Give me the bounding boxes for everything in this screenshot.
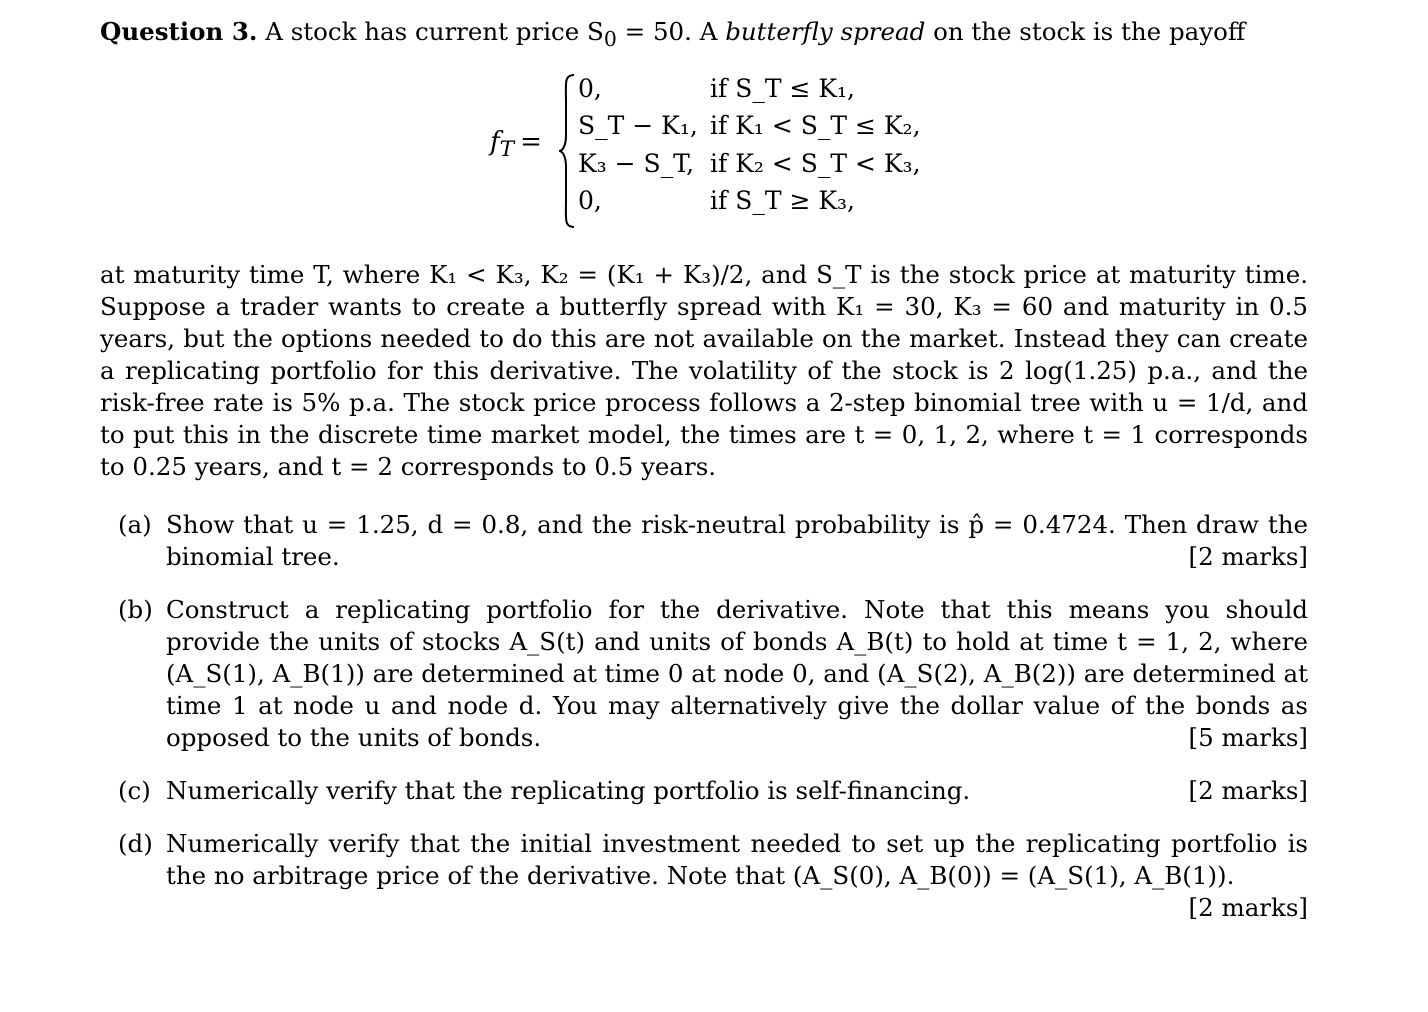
part-text	[166, 509, 1308, 573]
payoff-condition: if S_T ≥ K₃,	[710, 185, 855, 215]
payoff-case: S_T − K₁,	[578, 110, 698, 140]
intro-text-c: on the stock is the payoff	[933, 17, 1246, 46]
part-label: (d)	[118, 828, 153, 858]
payoff-condition: if K₂ < S_T < K₃,	[710, 148, 921, 178]
question-heading: Question 3.	[100, 17, 258, 46]
part-text	[166, 828, 1308, 924]
payoff-lhs	[490, 127, 542, 162]
part-label: (a)	[118, 509, 152, 539]
part-body: Show that u = 1.25, d = 0.8, and the risk-neutral probability is p̂ = 0.4724. Then draw the binomial tree.	[166, 509, 1308, 571]
question-part-b	[118, 594, 1308, 754]
question-page	[100, 14, 1308, 945]
question-part-d	[118, 828, 1308, 924]
payoff-lhs-subscript: T	[499, 137, 515, 163]
left-brace-icon	[558, 73, 576, 229]
intro-text-b: = 50. A	[624, 17, 718, 46]
payoff-case: K₃ − S_T,	[578, 148, 695, 178]
part-label: (c)	[118, 775, 151, 805]
part-label: (b)	[118, 594, 153, 624]
question-part-a	[118, 509, 1308, 573]
part-body: Numerically verify that the initial investment needed to set up the replicating portfolio is the no arbitrage price of the derivative. Note that (A_S(0), A_B(0)) = (A_S(1), A_B(1)).	[166, 828, 1308, 890]
intro-text-a: A stock has current price S	[265, 17, 604, 46]
part-text	[166, 775, 1308, 807]
marks-label: [2 marks]	[1188, 775, 1308, 805]
payoff-lhs-symbol: f	[490, 126, 500, 157]
marks-label: [2 marks]	[1188, 892, 1308, 922]
intro-subscript: 0	[603, 26, 617, 51]
question-parts	[118, 509, 1308, 924]
part-text	[166, 594, 1308, 754]
intro-italic-term: butterfly spread	[725, 17, 926, 46]
payoff-piecewise-function	[100, 67, 1308, 235]
body-paragraph: at maturity time T, where K₁ < K₃, K₂ = (K₁ + K₃)/2, and S_T is the stock price at maturity time. Suppose a trader wants to create a butterfly spread with K₁ = 30, K₃ = 60 and maturity in 0.5 years, but the options needed to do this are not available on the market. Instead they can create a replicating portfolio for this derivative. The volatility of the stock is 2 log(1.25) p.a., and the risk-free rate is 5% p.a. The stock price process follows a 2-step binomial tree with u = 1/d, and to put this in the discrete time market model, the times are t = 0, 1, 2, where t = 1 corresponds to 0.25 years, and t = 2 corresponds to 0.5 years.	[100, 259, 1308, 481]
payoff-case: 0,	[578, 185, 602, 215]
marks-label: [2 marks]	[1188, 541, 1308, 571]
payoff-condition: if K₁ < S_T ≤ K₂,	[710, 110, 921, 140]
marks-label: [5 marks]	[1188, 722, 1308, 752]
part-body: Numerically verify that the replicating portfolio is self-financing.	[166, 775, 971, 805]
question-intro	[100, 14, 1308, 57]
part-body: Construct a replicating portfolio for the derivative. Note that this means you should provide the units of stocks A_S(t) and units of bonds A_B(t) to hold at time t = 1, 2, where (A_S(1), A_B(1)) are determined at time 0 at node 0, and (A_S(2), A_B(2)) are determined at time 1 at node u and node d. You may alternatively give the dollar value of the bonds as opposed to the units of bonds.	[166, 594, 1308, 752]
payoff-case: 0,	[578, 73, 602, 103]
payoff-condition: if S_T ≤ K₁,	[710, 73, 855, 103]
payoff-equals: =	[520, 126, 542, 157]
question-part-c	[118, 775, 1308, 807]
